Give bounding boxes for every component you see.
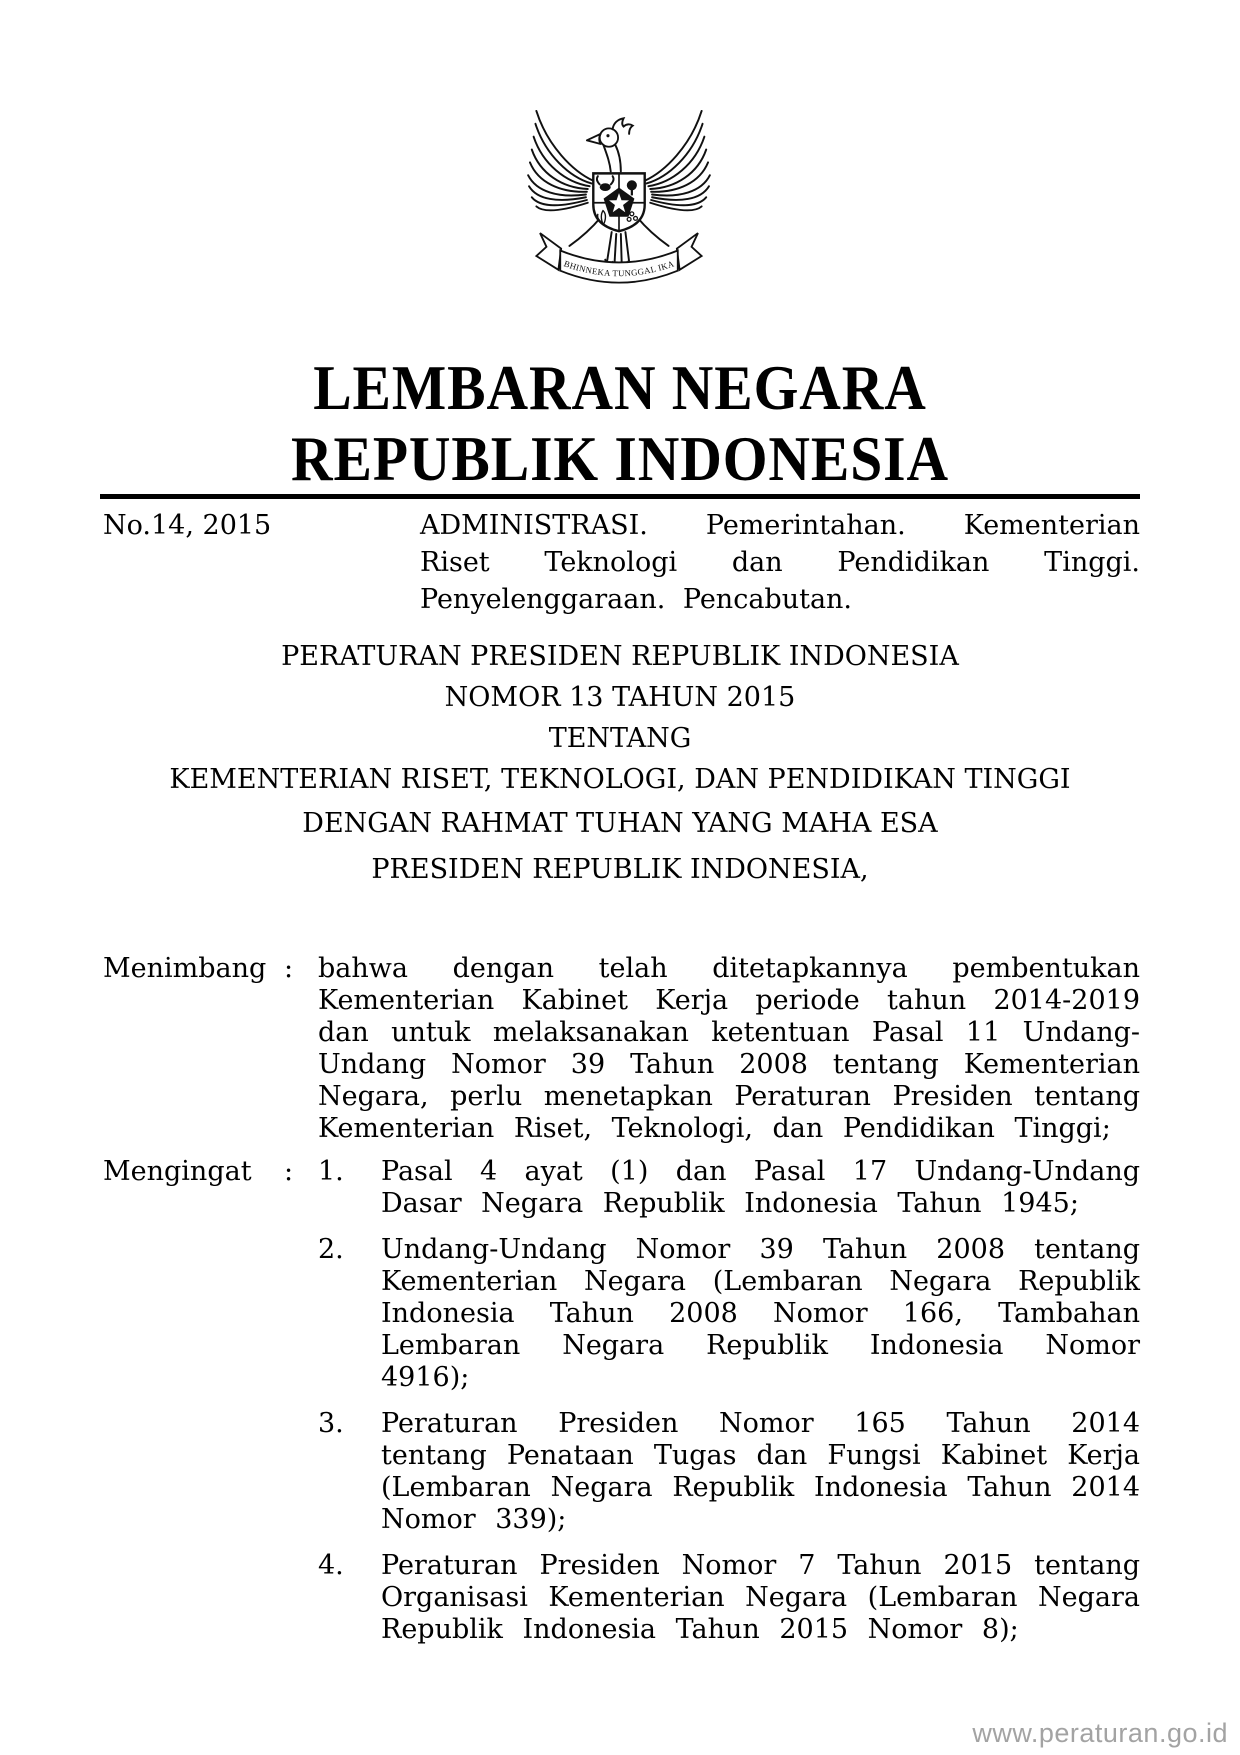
left-wing: [528, 111, 593, 210]
pancasila-shield: [593, 173, 644, 231]
right-wing: [645, 111, 710, 210]
item-number: 2.: [318, 1234, 344, 1265]
heading-line3: TENTANG: [548, 723, 692, 754]
item-text: Pasal 4 ayat (1) dan Pasal 17 Undang-Undang Dasar Negara Republik Indonesia Tahun 1945;: [381, 1156, 1140, 1219]
gazette-title-line2: REPUBLIK INDONESIA: [291, 423, 949, 494]
subject-abstract: ADMINISTRASI. Pemerintahan. Kementerian Riset Teknologi dan Pendidikan Tinggi. Penyelenggaraan. Pencabutan.: [420, 510, 1140, 615]
legal-basis-item: [318, 1408, 1140, 1536]
authority-line: PRESIDEN REPUBLIK INDONESIA,: [371, 854, 869, 885]
legal-basis-label: Mengingat: [103, 1156, 252, 1187]
heading-line1: PERATURAN PRESIDEN REPUBLIK INDONESIA: [281, 641, 959, 672]
regulation-heading: [100, 636, 1140, 800]
garuda-pancasila-emblem: [518, 94, 720, 306]
masthead-row: [103, 507, 1140, 618]
source-watermark: www.peraturan.go.id: [972, 1718, 1228, 1748]
considerations-label: Menimbang: [103, 953, 267, 984]
legal-basis-item: [318, 1550, 1140, 1646]
eagle-head: [587, 118, 633, 171]
legal-basis-clause: [103, 1156, 1140, 1660]
gazette-title-line1: LEMBARAN NEGARA: [313, 352, 927, 423]
heading-line2: NOMOR 13 TAHUN 2015: [444, 682, 796, 713]
item-text: Peraturan Presiden Nomor 7 Tahun 2015 tentang Organisasi Kementerian Negara (Lembaran Negara Republik Indonesia Tahun 2015 Nomor 8);: [381, 1550, 1140, 1645]
item-text: Peraturan Presiden Nomor 165 Tahun 2014 tentang Penataan Tugas dan Fungsi Kabinet Kerja (Lembaran Negara Republik Indonesia Tahun 2014 Nomor 339);: [381, 1408, 1140, 1535]
motto-ribbon: [536, 233, 701, 283]
item-number: 1.: [318, 1156, 344, 1187]
invocation-block: [100, 801, 1140, 893]
legal-basis-item: [318, 1156, 1140, 1220]
heading-line4: KEMENTERIAN RISET, TEKNOLOGI, DAN PENDIDIKAN TINGGI: [169, 764, 1071, 795]
motto-text: BHINNEKA TUNGGAL IKA: [562, 258, 676, 279]
garuda-icon: [518, 94, 720, 306]
considerations-clause: [103, 953, 1140, 1145]
gazette-title: [62, 352, 1178, 494]
considerations-colon: :: [284, 953, 294, 984]
considerations-text: bahwa dengan telah ditetapkannya pembentukan Kementerian Kabinet Kerja periode tahun 2014-2019 dan untuk melaksanakan ketentuan Pasal 11 Undang-Undang Nomor 39 Tahun 2008 tentang Kementerian Negara, perlu menetapkan Peraturan Presiden tentang Kementerian Riset, Teknologi, dan Pendidikan Tinggi;: [318, 953, 1140, 1144]
invocation-line: DENGAN RAHMAT TUHAN YANG MAHA ESA: [302, 808, 938, 839]
item-number: 3.: [318, 1408, 344, 1439]
legal-basis-colon: :: [284, 1156, 294, 1187]
legal-basis-list: [318, 1156, 1140, 1660]
issue-number: No.14, 2015: [103, 510, 272, 541]
item-text: Undang-Undang Nomor 39 Tahun 2008 tentang Kementerian Negara (Lembaran Negara Republik Indonesia Tahun 2008 Nomor 166, Tambahan Lembaran Negara Republik Indonesia Nomor 4916);: [381, 1234, 1140, 1393]
legal-basis-item: [318, 1234, 1140, 1394]
item-number: 4.: [318, 1550, 344, 1581]
masthead-divider: [100, 494, 1140, 499]
